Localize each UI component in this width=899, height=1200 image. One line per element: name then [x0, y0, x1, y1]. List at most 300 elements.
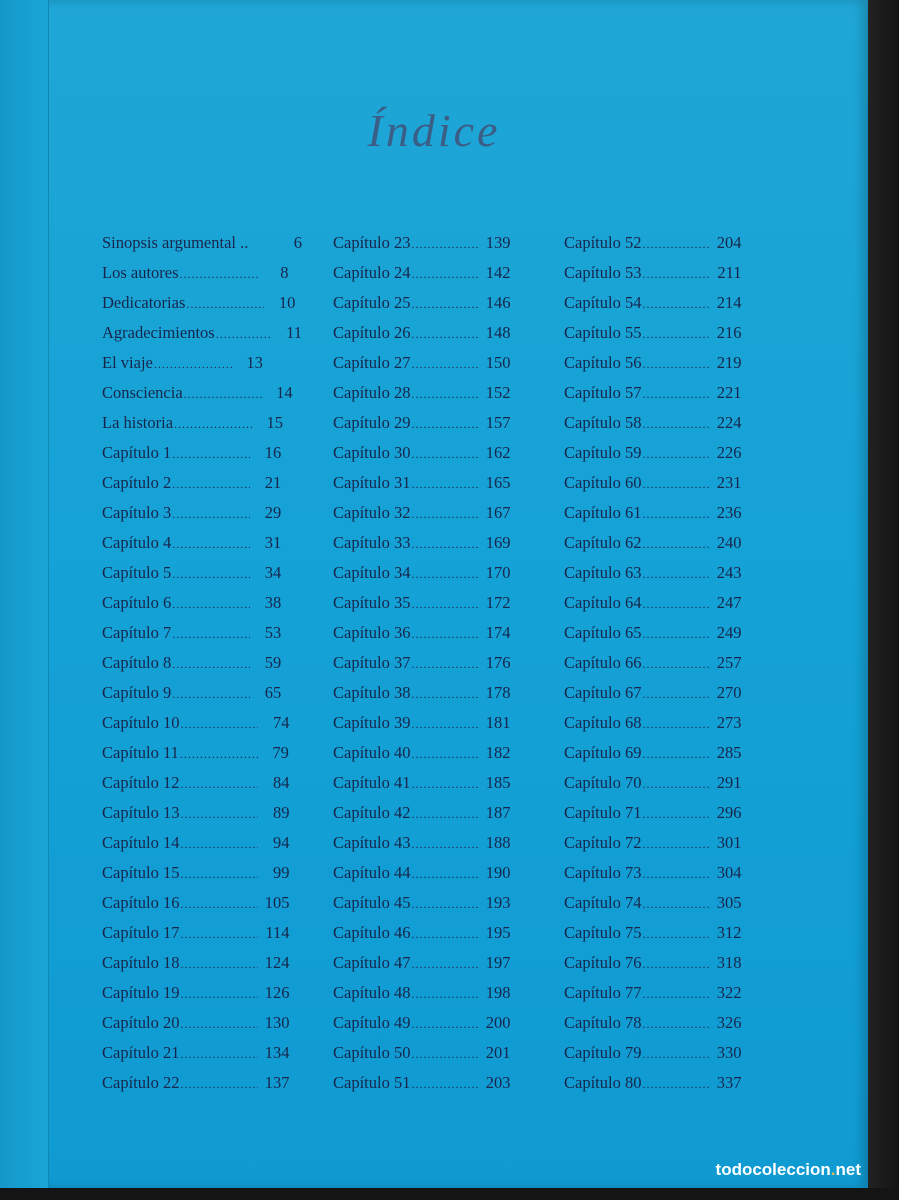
leader-dots	[180, 1069, 258, 1099]
entry-label: Capítulo 40	[333, 743, 411, 762]
index-entry	[333, 1068, 533, 1098]
index-entry	[333, 288, 533, 318]
leader-dots	[180, 259, 258, 289]
entry-page-number: 74	[272, 713, 290, 732]
index-entry	[333, 378, 533, 408]
entry-label: La historia	[102, 413, 174, 432]
index-entry	[564, 498, 764, 528]
index-entry	[333, 228, 533, 258]
entry-page-number: 247	[716, 593, 742, 612]
leader-dots	[642, 499, 710, 529]
entry-page-number: 178	[485, 683, 511, 702]
index-entry	[102, 318, 302, 348]
entry-page-number: 190	[485, 863, 511, 882]
index-entry	[102, 798, 302, 828]
leader-dots	[642, 1039, 710, 1069]
index-entry	[102, 738, 302, 768]
index-entry	[333, 918, 533, 948]
entry-page-number: 312	[716, 923, 742, 942]
leader-dots	[642, 829, 710, 859]
leader-dots	[184, 379, 262, 409]
leader-dots	[642, 469, 710, 499]
entry-label: Capítulo 76	[564, 953, 642, 972]
index-entry	[102, 528, 302, 558]
leader-dots	[411, 409, 479, 439]
entry-label: Capítulo 80	[564, 1073, 642, 1092]
entry-label: Capítulo 79	[564, 1043, 642, 1062]
leader-dots	[180, 949, 258, 979]
index-entry	[102, 1008, 302, 1038]
entry-page-number: 337	[716, 1073, 742, 1092]
entry-label: Capítulo 12	[102, 773, 180, 792]
entry-page-number: 231	[716, 473, 742, 492]
entry-page-number: 8	[280, 263, 289, 282]
leader-dots	[172, 439, 250, 469]
entry-label: Capítulo 25	[333, 293, 411, 312]
entry-page-number: 34	[264, 563, 282, 582]
background-edge	[868, 0, 899, 1200]
leader-dots	[411, 379, 479, 409]
entry-page-number: 167	[485, 503, 511, 522]
leader-dots	[642, 679, 710, 709]
entry-page-number: 249	[716, 623, 742, 642]
index-entry	[564, 798, 764, 828]
leader-dots	[642, 379, 710, 409]
index-entry	[333, 408, 533, 438]
entry-page-number: 137	[264, 1073, 290, 1092]
entry-page-number: 29	[264, 503, 282, 522]
leader-dots	[642, 619, 710, 649]
entry-label: Capítulo 52	[564, 233, 642, 252]
leader-dots	[411, 649, 479, 679]
entry-label: Consciencia	[102, 383, 183, 402]
entry-label: Capítulo 4	[102, 533, 172, 552]
index-entry	[333, 948, 533, 978]
entry-page-number: 174	[485, 623, 511, 642]
leader-dots	[411, 589, 479, 619]
leader-dots	[411, 559, 479, 589]
entry-label: Capítulo 18	[102, 953, 180, 972]
index-entry	[102, 588, 302, 618]
index-entry	[333, 1038, 533, 1068]
background-bottom	[0, 1188, 899, 1200]
entry-page-number: 84	[272, 773, 290, 792]
entry-page-number: 14	[276, 383, 293, 402]
index-entry	[102, 768, 302, 798]
index-entry	[564, 438, 764, 468]
index-entry	[333, 648, 533, 678]
entry-page-number: 243	[716, 563, 742, 582]
index-entry	[102, 288, 302, 318]
entry-label: Capítulo 24	[333, 263, 411, 282]
entry-label: Los autores	[102, 263, 179, 282]
entry-page-number: 318	[716, 953, 742, 972]
index-entry	[333, 528, 533, 558]
index-entry	[333, 768, 533, 798]
entry-page-number: 257	[716, 653, 742, 672]
entry-label: Capítulo 30	[333, 443, 411, 462]
entry-label: Capítulo 22	[102, 1073, 180, 1092]
entry-page-number: 187	[485, 803, 511, 822]
index-entry	[564, 588, 764, 618]
entry-label: Capítulo 38	[333, 683, 411, 702]
entry-label: Capítulo 64	[564, 593, 642, 612]
index-entry	[564, 528, 764, 558]
leader-dots	[411, 829, 479, 859]
entry-label: Capítulo 63	[564, 563, 642, 582]
leader-dots	[642, 589, 710, 619]
index-entry	[564, 408, 764, 438]
entry-label: Capítulo 65	[564, 623, 642, 642]
entry-label: Capítulo 19	[102, 983, 180, 1002]
leader-dots	[411, 1009, 479, 1039]
entry-page-number: 89	[272, 803, 290, 822]
entry-page-number: 240	[716, 533, 742, 552]
entry-page-number: 142	[485, 263, 511, 282]
leader-dots	[172, 619, 250, 649]
entry-page-number: 13	[246, 353, 263, 372]
leader-dots	[411, 709, 479, 739]
entry-label: Capítulo 72	[564, 833, 642, 852]
leader-dots	[411, 259, 479, 289]
index-entry	[102, 1068, 302, 1098]
entry-label: Capítulo 68	[564, 713, 642, 732]
leader-dots	[180, 769, 258, 799]
entry-label: Capítulo 41	[333, 773, 411, 792]
entry-label: Capítulo 50	[333, 1043, 411, 1062]
leader-dots	[411, 799, 479, 829]
leader-dots	[642, 439, 710, 469]
leader-dots	[186, 289, 264, 319]
index-entry	[102, 408, 302, 438]
entry-label: Capítulo 56	[564, 353, 642, 372]
index-entry	[333, 978, 533, 1008]
entry-label: Capítulo 58	[564, 413, 642, 432]
entry-page-number: 326	[716, 1013, 742, 1032]
index-entry	[102, 948, 302, 978]
entry-label: Capítulo 42	[333, 803, 411, 822]
index-entry	[102, 858, 302, 888]
entry-label: Capítulo 37	[333, 653, 411, 672]
entry-page-number: 198	[485, 983, 511, 1002]
index-entry	[564, 648, 764, 678]
entry-page-number: 148	[485, 323, 511, 342]
entry-page-number: 305	[716, 893, 742, 912]
page-title: Índice	[367, 105, 501, 156]
entry-label: Capítulo 48	[333, 983, 411, 1002]
entry-label: Capítulo 2	[102, 473, 172, 492]
leader-dots	[411, 439, 479, 469]
leader-dots	[411, 469, 479, 499]
leader-dots	[174, 409, 252, 439]
entry-page-number: 16	[264, 443, 282, 462]
entry-page-number: 204	[716, 233, 742, 252]
entry-page-number: 79	[272, 743, 289, 762]
leader-dots	[642, 649, 710, 679]
leader-dots	[642, 709, 710, 739]
entry-label: Capítulo 59	[564, 443, 642, 462]
index-entry	[564, 948, 764, 978]
entry-page-number: 152	[485, 383, 511, 402]
watermark-dot: .	[830, 1160, 836, 1179]
entry-page-number: 193	[485, 893, 511, 912]
entry-page-number: 53	[264, 623, 282, 642]
index-entry	[333, 318, 533, 348]
page-gutter	[0, 0, 49, 1188]
entry-page-number: 301	[716, 833, 742, 852]
leader-dots	[411, 499, 479, 529]
index-entry	[333, 258, 533, 288]
entry-page-number: 182	[485, 743, 511, 762]
leader-dots	[180, 919, 258, 949]
leader-dots	[411, 349, 479, 379]
index-entry	[102, 558, 302, 588]
leader-dots	[411, 319, 479, 349]
index-entry	[333, 888, 533, 918]
watermark-suffix: net	[835, 1160, 861, 1179]
entry-page-number: 10	[278, 293, 296, 312]
leader-dots	[642, 319, 710, 349]
index-entry	[102, 918, 302, 948]
leader-dots	[642, 1009, 710, 1039]
leader-dots	[411, 949, 479, 979]
entry-page-number: 162	[485, 443, 511, 462]
entry-page-number: 285	[716, 743, 742, 762]
entry-label: Capítulo 36	[333, 623, 411, 642]
index-entry	[333, 738, 533, 768]
entry-page-number: 216	[716, 323, 742, 342]
leader-dots	[172, 529, 250, 559]
entry-label: Capítulo 5	[102, 563, 172, 582]
entry-label: Capítulo 21	[102, 1043, 180, 1062]
entry-page-number: 203	[485, 1073, 511, 1092]
entry-label: Capítulo 34	[333, 563, 411, 582]
entry-page-number: 181	[485, 713, 511, 732]
leader-dots	[642, 559, 710, 589]
entry-page-number: 188	[485, 833, 511, 852]
index-entry	[102, 228, 302, 258]
leader-dots	[411, 859, 479, 889]
index-entry	[564, 318, 764, 348]
leader-dots	[411, 619, 479, 649]
entry-label: Capítulo 54	[564, 293, 642, 312]
entry-label: Capítulo 66	[564, 653, 642, 672]
entry-page-number: 296	[716, 803, 742, 822]
index-entry	[564, 348, 764, 378]
entry-page-number: 176	[485, 653, 511, 672]
index-entry	[102, 888, 302, 918]
entry-label: Sinopsis argumental ..	[102, 233, 249, 252]
leader-dots	[642, 1069, 710, 1099]
leader-dots	[642, 949, 710, 979]
entry-label: Capítulo 3	[102, 503, 172, 522]
entry-page-number: 322	[716, 983, 742, 1002]
entry-page-number: 185	[485, 773, 511, 792]
entry-page-number: 169	[485, 533, 511, 552]
index-entry	[102, 258, 302, 288]
index-entry	[333, 438, 533, 468]
index-entry	[564, 468, 764, 498]
entry-label: Capítulo 6	[102, 593, 172, 612]
leader-dots	[642, 769, 710, 799]
entry-label: Capítulo 69	[564, 743, 642, 762]
leader-dots	[172, 559, 250, 589]
entry-label: Capítulo 73	[564, 863, 642, 882]
leader-dots	[180, 859, 258, 889]
entry-label: Agradecimientos	[102, 323, 215, 342]
index-entry	[102, 648, 302, 678]
entry-page-number: 38	[264, 593, 282, 612]
entry-label: Capítulo 62	[564, 533, 642, 552]
leader-dots	[411, 919, 479, 949]
entry-label: Capítulo 75	[564, 923, 642, 942]
index-entry	[564, 978, 764, 1008]
entry-page-number: 236	[716, 503, 742, 522]
entry-label: Capítulo 49	[333, 1013, 411, 1032]
leader-dots	[172, 679, 250, 709]
index-entry	[564, 288, 764, 318]
leader-dots	[180, 799, 258, 829]
entry-label: Capítulo 31	[333, 473, 411, 492]
leader-dots	[642, 409, 710, 439]
entry-page-number: 214	[716, 293, 742, 312]
leader-dots	[642, 859, 710, 889]
index-entry	[564, 378, 764, 408]
entry-page-number: 273	[716, 713, 742, 732]
index-entry	[564, 618, 764, 648]
entry-label: Capítulo 13	[102, 803, 180, 822]
entry-page-number: 330	[716, 1043, 742, 1062]
entry-page-number: 21	[264, 473, 282, 492]
leader-dots	[411, 529, 479, 559]
entry-page-number: 150	[485, 353, 511, 372]
index-entry	[333, 588, 533, 618]
index-entry	[102, 438, 302, 468]
entry-page-number: 221	[716, 383, 742, 402]
leader-dots	[154, 349, 232, 379]
leader-dots	[216, 319, 271, 349]
entry-page-number: 31	[264, 533, 282, 552]
leader-dots	[411, 1069, 479, 1099]
index-entry	[333, 708, 533, 738]
index-entry	[102, 978, 302, 1008]
entry-label: El viaje	[102, 353, 153, 372]
leader-dots	[172, 589, 250, 619]
entry-page-number: 59	[264, 653, 282, 672]
leader-dots	[180, 739, 258, 769]
entry-page-number: 170	[485, 563, 511, 582]
entry-label: Capítulo 23	[333, 233, 411, 252]
watermark	[716, 1160, 861, 1180]
index-entry	[564, 678, 764, 708]
leader-dots	[642, 289, 710, 319]
index-entry	[333, 558, 533, 588]
entry-label: Capítulo 17	[102, 923, 180, 942]
entry-page-number: 224	[716, 413, 742, 432]
entry-label: Capítulo 53	[564, 263, 642, 282]
entry-page-number: 11	[286, 323, 302, 342]
index-entry	[333, 828, 533, 858]
index-entry	[564, 228, 764, 258]
entry-label: Capítulo 28	[333, 383, 411, 402]
entry-page-number: 134	[264, 1043, 290, 1062]
entry-page-number: 304	[716, 863, 742, 882]
leader-dots	[642, 799, 710, 829]
leader-dots	[411, 769, 479, 799]
entry-page-number: 226	[716, 443, 742, 462]
index-entry	[564, 918, 764, 948]
entry-label: Capítulo 61	[564, 503, 642, 522]
leader-dots	[180, 889, 258, 919]
watermark-text: todocoleccion	[715, 1160, 831, 1179]
entry-label: Capítulo 20	[102, 1013, 180, 1032]
entry-page-number: 6	[293, 233, 302, 252]
leader-dots	[642, 349, 710, 379]
leader-dots	[180, 709, 258, 739]
index-entry	[102, 498, 302, 528]
entry-page-number: 94	[272, 833, 290, 852]
entry-label: Capítulo 44	[333, 863, 411, 882]
index-entry	[102, 678, 302, 708]
entry-label: Capítulo 35	[333, 593, 411, 612]
index-entry	[564, 558, 764, 588]
index-entry	[564, 828, 764, 858]
leader-dots	[172, 469, 250, 499]
index-entry	[333, 1008, 533, 1038]
index-entry	[564, 1038, 764, 1068]
index-entry	[102, 468, 302, 498]
entry-label: Capítulo 9	[102, 683, 172, 702]
entry-page-number: 15	[266, 413, 284, 432]
entry-page-number: 219	[716, 353, 742, 372]
index-entry	[333, 858, 533, 888]
entry-page-number: 201	[485, 1043, 511, 1062]
leader-dots	[180, 1039, 258, 1069]
entry-page-number: 197	[485, 953, 511, 972]
entry-page-number: 165	[485, 473, 511, 492]
entry-label: Capítulo 57	[564, 383, 642, 402]
entry-page-number: 146	[485, 293, 511, 312]
entry-page-number: 195	[485, 923, 511, 942]
index-entry	[102, 828, 302, 858]
leader-dots	[411, 889, 479, 919]
entry-label: Capítulo 60	[564, 473, 642, 492]
entry-label: Capítulo 43	[333, 833, 411, 852]
index-entry	[564, 1008, 764, 1038]
index-entry	[564, 768, 764, 798]
leader-dots	[411, 979, 479, 1009]
entry-label: Capítulo 77	[564, 983, 642, 1002]
entry-label: Capítulo 15	[102, 863, 180, 882]
entry-page-number: 211	[717, 263, 742, 282]
index-entry	[564, 258, 764, 288]
index-entry	[564, 1068, 764, 1098]
leader-dots	[642, 259, 710, 289]
entry-page-number: 124	[264, 953, 290, 972]
entry-label: Capítulo 32	[333, 503, 411, 522]
entry-label: Capítulo 78	[564, 1013, 642, 1032]
leader-dots	[642, 229, 710, 259]
entry-label: Capítulo 7	[102, 623, 172, 642]
entry-page-number: 200	[485, 1013, 511, 1032]
leader-dots	[411, 679, 479, 709]
entry-page-number: 114	[265, 923, 290, 942]
entry-page-number: 172	[485, 593, 511, 612]
index-entry	[333, 798, 533, 828]
index-entry	[564, 708, 764, 738]
leader-dots	[642, 739, 710, 769]
entry-label: Capítulo 26	[333, 323, 411, 342]
